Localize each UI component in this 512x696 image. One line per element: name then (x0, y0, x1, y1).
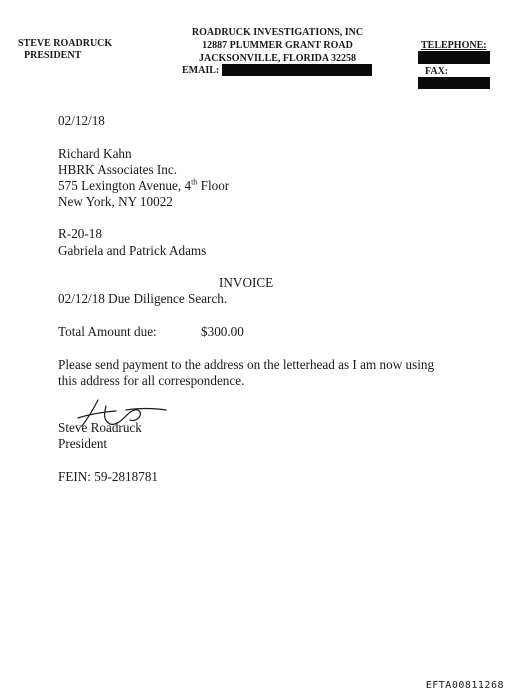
invoice-heading: INVOICE (219, 275, 274, 290)
message-line-2: this address for all correspondence. (58, 373, 245, 388)
telephone-label: TELEPHONE: (421, 40, 487, 51)
fax-label: FAX: (425, 66, 449, 77)
signature-name: Steve Roadruck (58, 420, 142, 435)
company-city: JACKSONVILLE, FLORIDA 32258 (199, 53, 356, 64)
telephone-redaction (418, 51, 490, 64)
fein-number: FEIN: 59-2818781 (58, 469, 159, 484)
bates-number: EFTA00811268 (425, 680, 504, 691)
reference-number: R-20-18 (58, 226, 102, 241)
sender-title: PRESIDENT (24, 50, 82, 61)
recipient-name: Richard Kahn (58, 146, 132, 161)
letter-date: 02/12/18 (58, 113, 105, 128)
email-redaction (222, 64, 372, 76)
invoice-line-item: 02/12/18 Due Diligence Search. (58, 291, 228, 306)
signature-title: President (58, 436, 108, 451)
recipient-street: 575 Lexington Avenue, 4th Floor (58, 177, 230, 193)
recipient-city: New York, NY 10022 (58, 194, 173, 209)
reference-subject: Gabriela and Patrick Adams (58, 243, 207, 258)
fax-redaction (418, 77, 490, 89)
recipient-company: HBRK Associates Inc. (58, 162, 178, 177)
message-line-1: Please send payment to the address on the letterhead as I am now using (58, 357, 435, 372)
company-street: 12887 PLUMMER GRANT ROAD (202, 40, 353, 51)
total-label: Total Amount due: (58, 324, 157, 339)
sender-name: STEVE ROADRUCK (18, 38, 113, 49)
total-amount: $300.00 (201, 324, 244, 339)
company-name: ROADRUCK INVESTIGATIONS, INC (191, 27, 364, 38)
email-label: EMAIL: (182, 65, 220, 76)
